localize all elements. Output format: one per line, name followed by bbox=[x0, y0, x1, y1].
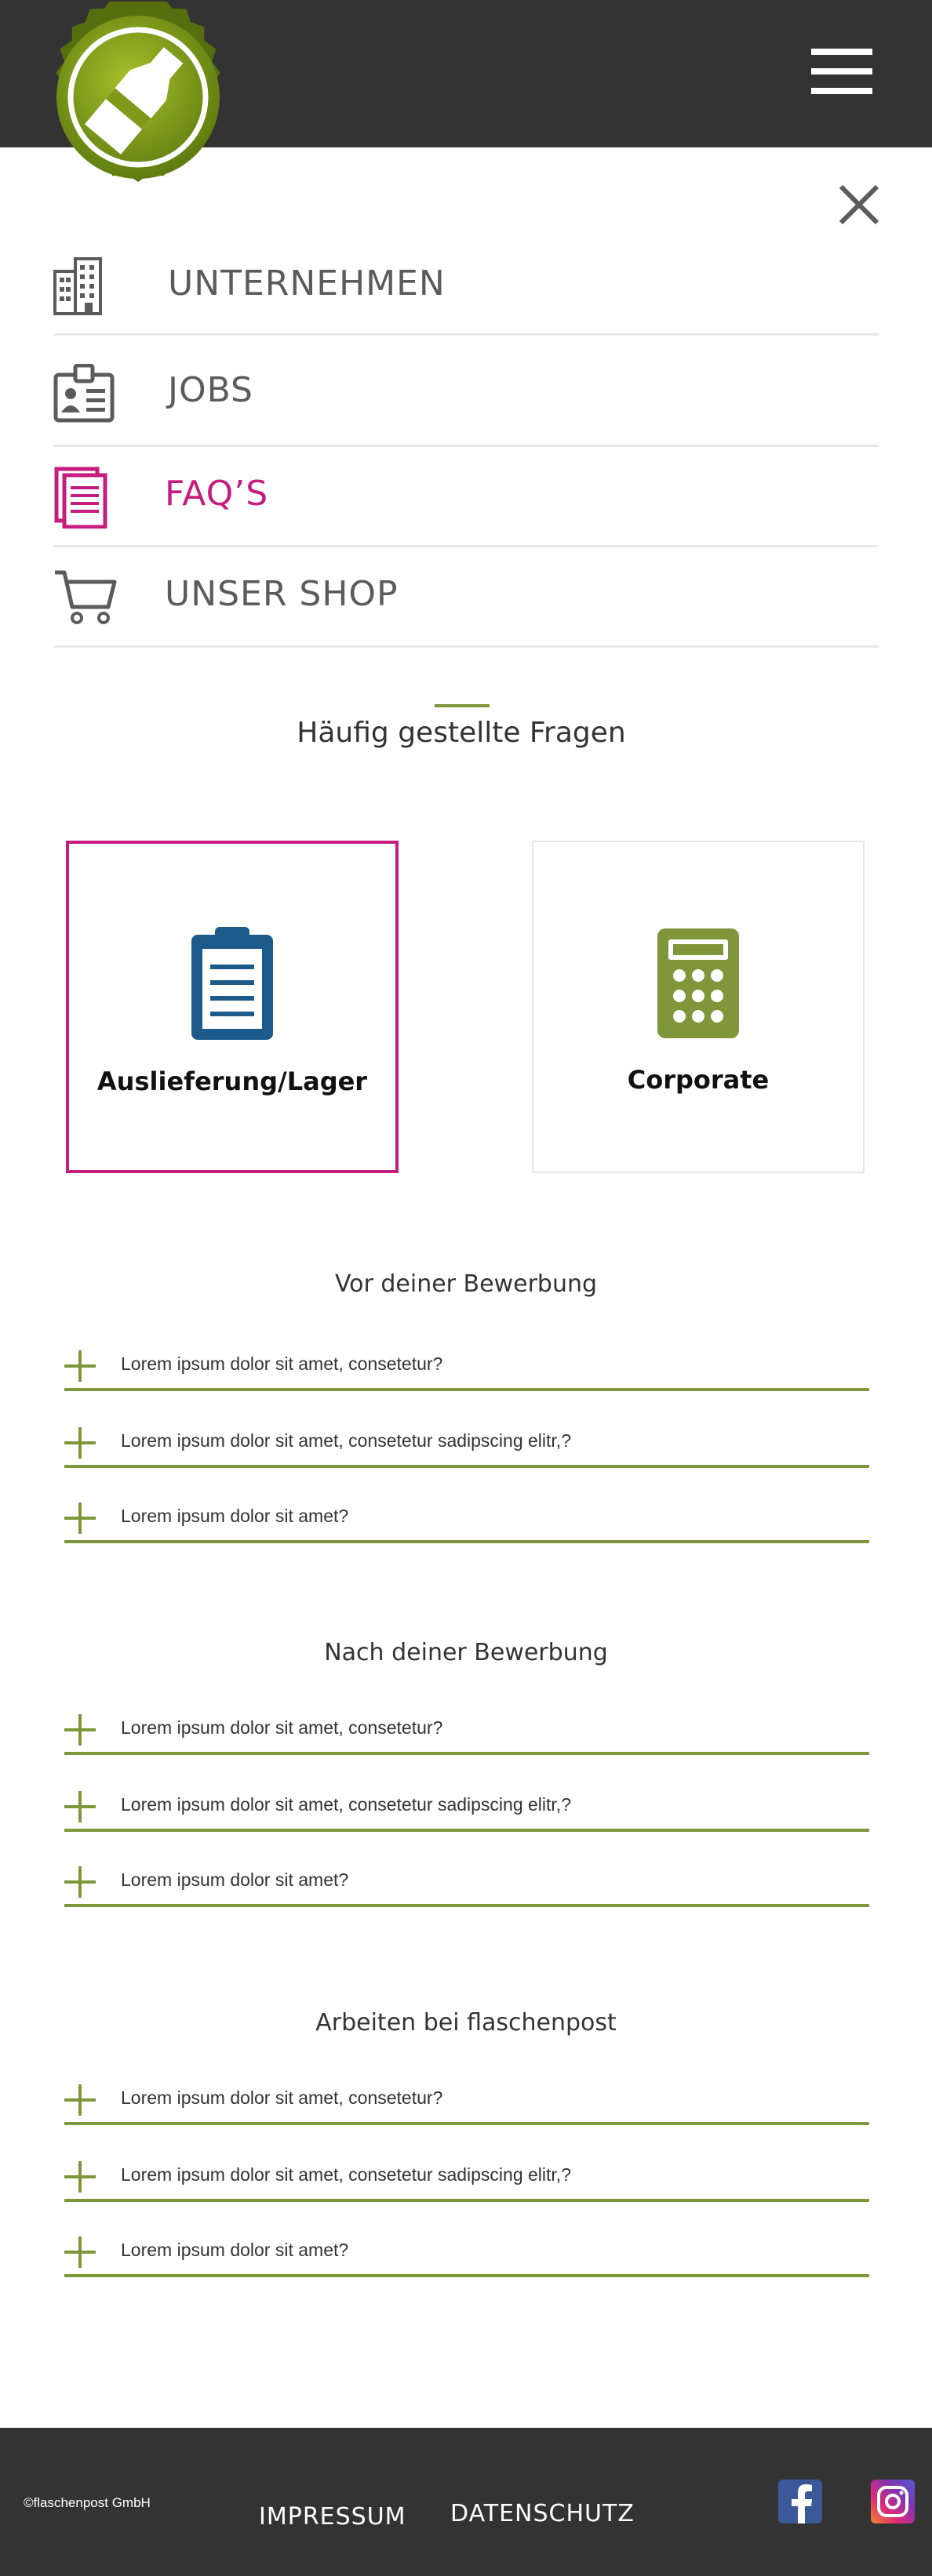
brand-logo[interactable] bbox=[39, 2, 237, 199]
nav-label-jobs: JOBS bbox=[168, 370, 253, 410]
close-icon[interactable] bbox=[838, 183, 880, 226]
plus-icon bbox=[64, 1791, 96, 1822]
id-badge-icon bbox=[53, 364, 115, 427]
faq-question-text: Lorem ipsum dolor sit amet, consetetur? bbox=[121, 1353, 443, 1374]
facebook-icon[interactable] bbox=[778, 2480, 822, 2523]
faq-question-row[interactable] bbox=[64, 2075, 869, 2125]
faq-question-text: Lorem ipsum dolor sit amet, consetetur sadipscing elitr,? bbox=[121, 2164, 571, 2185]
nav-label-unser-shop: UNSER SHOP bbox=[165, 574, 399, 614]
faq-question-text: Lorem ipsum dolor sit amet? bbox=[121, 1869, 349, 1890]
faq-question-text: Lorem ipsum dolor sit amet, consetetur? bbox=[121, 2087, 443, 2108]
clipboard-icon bbox=[188, 927, 276, 1046]
plus-icon bbox=[64, 2236, 96, 2268]
faq-group-title: Arbeiten bei flaschenpost bbox=[315, 2009, 617, 2036]
faq-question-text: Lorem ipsum dolor sit amet, consetetur sadipscing elitr,? bbox=[121, 1430, 571, 1451]
nav-label-unternehmen: UNTERNEHMEN bbox=[168, 263, 446, 303]
plus-icon bbox=[64, 1502, 96, 1534]
category-label: Auslieferung/Lager bbox=[96, 1066, 368, 1096]
category-card-auslieferung-lager[interactable] bbox=[66, 841, 399, 1173]
faq-question-text: Lorem ipsum dolor sit amet, consetetur? bbox=[121, 1717, 443, 1738]
faq-question-row[interactable] bbox=[64, 1341, 869, 1391]
copyright-text: ©flaschenpost GmbH bbox=[24, 2495, 151, 2510]
faq-question-text: Lorem ipsum dolor sit amet, consetetur sadipscing elitr,? bbox=[121, 1794, 571, 1815]
faq-section-title: Häufig gestellte Fragen bbox=[297, 717, 626, 749]
faq-question-row[interactable] bbox=[64, 1705, 869, 1755]
nav-item-jobs[interactable] bbox=[53, 336, 879, 447]
cart-icon bbox=[53, 568, 118, 629]
nav-item-unser-shop[interactable] bbox=[53, 547, 879, 648]
faq-question-row[interactable] bbox=[64, 1493, 869, 1543]
instagram-icon[interactable] bbox=[871, 2480, 915, 2523]
datenschutz-link[interactable]: DATENSCHUTZ bbox=[450, 2500, 635, 2527]
category-card-corporate[interactable] bbox=[532, 841, 865, 1173]
faq-question-row[interactable] bbox=[64, 2152, 869, 2202]
building-icon bbox=[53, 256, 104, 318]
plus-icon bbox=[64, 2161, 96, 2193]
nav-item-unternehmen[interactable] bbox=[53, 249, 879, 336]
faq-question-text: Lorem ipsum dolor sit amet? bbox=[121, 1506, 349, 1526]
footer bbox=[0, 2428, 932, 2576]
plus-icon bbox=[64, 1350, 96, 1382]
plus-icon bbox=[64, 2084, 96, 2116]
faq-question-row[interactable] bbox=[64, 1418, 869, 1468]
section-accent-line bbox=[435, 704, 490, 707]
faq-question-row[interactable] bbox=[64, 1857, 869, 1907]
plus-icon bbox=[64, 1866, 96, 1898]
impressum-link[interactable]: IMPRESSUM bbox=[259, 2503, 406, 2531]
calculator-icon bbox=[654, 925, 742, 1045]
document-icon bbox=[53, 466, 108, 532]
nav-item-faqs[interactable] bbox=[53, 447, 879, 547]
nav-label-faqs: FAQ’S bbox=[165, 474, 269, 514]
faq-group-title: Vor deiner Bewerbung bbox=[334, 1270, 598, 1298]
faq-question-row[interactable] bbox=[64, 2227, 869, 2277]
plus-icon bbox=[64, 1427, 96, 1459]
faq-question-row[interactable] bbox=[64, 1782, 869, 1832]
hamburger-menu-icon[interactable] bbox=[811, 49, 872, 94]
category-label: Corporate bbox=[627, 1065, 770, 1095]
faq-question-text: Lorem ipsum dolor sit amet? bbox=[121, 2240, 349, 2260]
plus-icon bbox=[64, 1714, 96, 1746]
faq-group-title: Nach deiner Bewerbung bbox=[324, 1639, 608, 1666]
